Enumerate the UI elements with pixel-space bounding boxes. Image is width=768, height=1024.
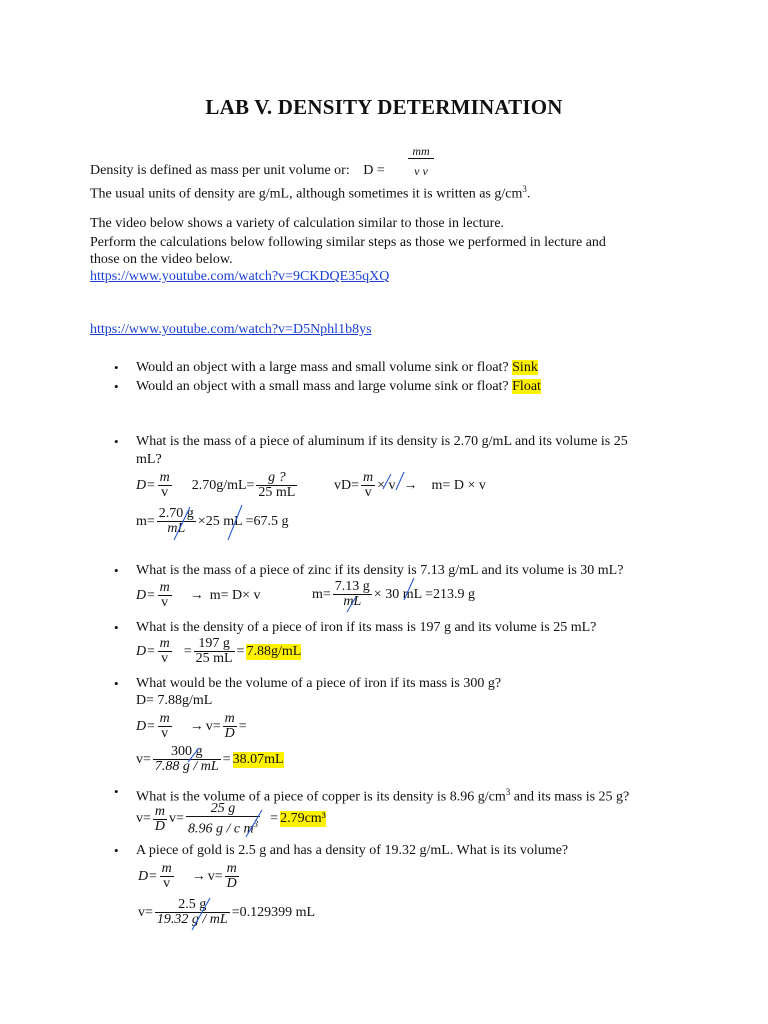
bullet: • (114, 379, 119, 394)
q6-solution-frac (155, 898, 230, 927)
q2-formula-row (136, 581, 260, 610)
definition-lhs: D = (363, 163, 385, 178)
q3-d: D= (136, 643, 156, 659)
q6-v-frac (225, 862, 239, 891)
q3-v: v (161, 651, 169, 666)
q6-d: D= (138, 868, 158, 884)
q4-dd: D (224, 726, 235, 741)
q5-m: m (154, 803, 166, 819)
q1-v: v (161, 485, 169, 500)
q1-given-frac (256, 471, 297, 500)
q4-d-frac (158, 712, 172, 741)
q1-text-line1: What is the mass of a piece of aluminum if its density is 2.70 g/mL and its volume is 25 (136, 434, 628, 449)
q5-v-eq2: v= (169, 811, 184, 827)
video-link-2[interactable]: https://www.youtube.com/watch?v=D5Nphl1b8ys (90, 322, 372, 337)
q1-g-num: g ? (256, 471, 297, 486)
bullet: • (114, 360, 119, 375)
q4-given: D= 7.88g/mL (136, 693, 213, 708)
q1-formula-row (136, 471, 297, 500)
q3-f-den: 25 mL (195, 651, 233, 666)
q5-text-a: What is the volume of a piece of copper is its density is 8.96 g/cm (136, 789, 506, 805)
q4-eq2: = (222, 751, 231, 767)
video-link-1[interactable]: https://www.youtube.com/watch?v=9CKDQE35qXQ (90, 269, 390, 284)
q4-v-frac (223, 712, 237, 741)
q5-f-den: 8.96 g / c m (187, 821, 254, 837)
video-intro: The video below shows a variety of calculation similar to those in lecture. (90, 216, 505, 231)
q1-mf-den: mL (167, 521, 186, 536)
question-float (136, 378, 541, 396)
bullet: • (114, 843, 119, 858)
q4-d: D= (136, 718, 156, 734)
q2-m: m (159, 580, 170, 595)
q6-m2: m (226, 861, 237, 876)
definition-text: Density is defined as mass per unit volume or: (90, 163, 350, 178)
q6-v-eq2: v= (138, 904, 153, 920)
units-sup: 3 (522, 184, 527, 194)
q1-g-den: 25 mL (258, 485, 296, 500)
q2-solution-frac (333, 580, 372, 609)
question-sink-text: Would an object with a large mass and small volume sink or float? (136, 360, 509, 375)
density-definition (90, 162, 385, 180)
q6-d-frac (160, 862, 174, 891)
q2-f-rest: × 30 mL =213.9 g (373, 586, 476, 602)
q5-eq: = (270, 811, 279, 827)
q4-f-den: 7.88 g / mL (154, 759, 219, 774)
units-end: . (526, 186, 531, 202)
answer-sink: Sink (512, 360, 538, 375)
q1-d-frac (158, 471, 172, 500)
q1-vd: vD= (334, 477, 360, 493)
bullet: • (114, 784, 119, 799)
q6-solution-row (138, 898, 315, 927)
q1-m: m (159, 470, 170, 485)
q1-mf-num: 2.70 g (158, 506, 194, 521)
q6-f-num: 2.5 g (155, 898, 230, 913)
q1-mf-rest: ×25 mL =67.5 g (197, 513, 289, 529)
q4-m2: m (224, 711, 235, 726)
q2-solution-row (312, 580, 475, 609)
q6-arrow: → (191, 868, 206, 884)
q5-f-den-wrap (186, 817, 260, 837)
perform-line-2: those on the video below. (90, 252, 233, 267)
q5-answer: 2.79cm³ (280, 811, 326, 827)
page-title: LAB V. DENSITY DETERMINATION (205, 95, 563, 119)
q1-arrow: → (403, 477, 418, 493)
q3-m: m (159, 636, 170, 651)
q2-f-den: mL (343, 594, 362, 609)
question-float-text: Would an object with a small mass and large volume sink or float? (136, 379, 509, 394)
q4-solution-row (136, 745, 284, 774)
q6-v: v (163, 876, 171, 891)
q4-v-eq: v= (205, 718, 221, 734)
q3-answer: 7.88g/mL (246, 643, 302, 659)
q3-solution-frac (194, 637, 235, 666)
q4-solution-frac (153, 745, 221, 774)
q1-relation: m= D × v (431, 477, 486, 493)
q5-v-eq: v= (136, 811, 151, 827)
bullet: • (114, 620, 119, 635)
q2-v: v (161, 595, 169, 610)
q5-sup: 3 (505, 787, 511, 797)
q2-arrow: → (189, 587, 204, 603)
q3-formula-row (136, 637, 301, 666)
q5-formula-row (136, 802, 326, 837)
q1-solution-frac (157, 507, 196, 536)
q5-v-frac (153, 805, 167, 834)
definition-numerator: mm (408, 144, 434, 159)
q2-relation: m= D× v (209, 587, 261, 603)
q4-v: v (161, 726, 169, 741)
q6-v-eq: v= (207, 868, 223, 884)
q3-f-num: 197 g (194, 637, 235, 652)
q1-vd-times: × v (377, 477, 396, 493)
q4-f-num: 300 g (153, 745, 221, 760)
units-text: The usual units of density are g/mL, although sometimes it is written as g/cm (90, 186, 523, 202)
q4-v-eq2: v= (136, 751, 151, 767)
q1-vd-den: v (364, 485, 372, 500)
q5-f-sup: 3 (253, 819, 259, 829)
q4-answer: 38.07mL (232, 751, 284, 767)
perform-line-1: Perform the calculations below following similar steps as those we performed in lecture and (90, 235, 606, 250)
q3-d-frac (158, 637, 172, 666)
bullet: • (114, 434, 119, 449)
units-line (90, 180, 530, 204)
q5-dd: D (154, 818, 166, 834)
q3-eq: = (183, 643, 192, 659)
q2-d-frac (158, 581, 172, 610)
q2-f-num: 7.13 g (334, 579, 370, 594)
q6-m: m (161, 861, 172, 876)
q5-f-num: 25 g (186, 802, 260, 817)
q6-formula-row (138, 862, 239, 891)
q1-solution-row (136, 507, 289, 536)
question-sink (136, 359, 538, 377)
q2-text: What is the mass of a piece of zinc if its density is 7.13 g/mL and its volume is 30 mL? (136, 563, 624, 578)
q1-rearrange-row (334, 471, 486, 500)
q2-d: D= (136, 587, 156, 603)
q6-dd: D (226, 876, 237, 891)
q2-m-eq: m= (312, 586, 331, 602)
q5-text-b: and its mass is 25 g? (510, 789, 630, 805)
bullet: • (114, 563, 119, 578)
q1-d: D= (136, 477, 156, 493)
definition-denominator: v v (414, 164, 428, 178)
q4-arrow: → (189, 718, 204, 734)
q1-text-line2: mL? (136, 452, 162, 467)
q3-eq2: = (236, 643, 245, 659)
bullet: • (114, 676, 119, 691)
q4-eq: = (238, 718, 247, 734)
q1-given: 2.70g/mL= (191, 477, 255, 493)
q5-solution-frac (186, 802, 260, 837)
q4-m: m (159, 711, 170, 726)
answer-float: Float (512, 379, 541, 394)
q6-f-rest: =0.129399 mL (231, 904, 316, 920)
q6-text: A piece of gold is 2.5 g and has a density of 19.32 g/mL. What is its volume? (136, 843, 569, 858)
q6-f-den: 19.32 g / mL (156, 912, 228, 927)
q4-text: What would be the volume of a piece of iron if its mass is 300 g? (136, 676, 502, 691)
q1-m-eq: m= (136, 513, 155, 529)
q1-vd-num: m (363, 470, 374, 485)
q1-vd-frac (361, 471, 375, 500)
q3-text: What is the density of a piece of iron if its mass is 197 g and its volume is 25 mL? (136, 620, 597, 635)
q4-formula-row (136, 712, 247, 741)
